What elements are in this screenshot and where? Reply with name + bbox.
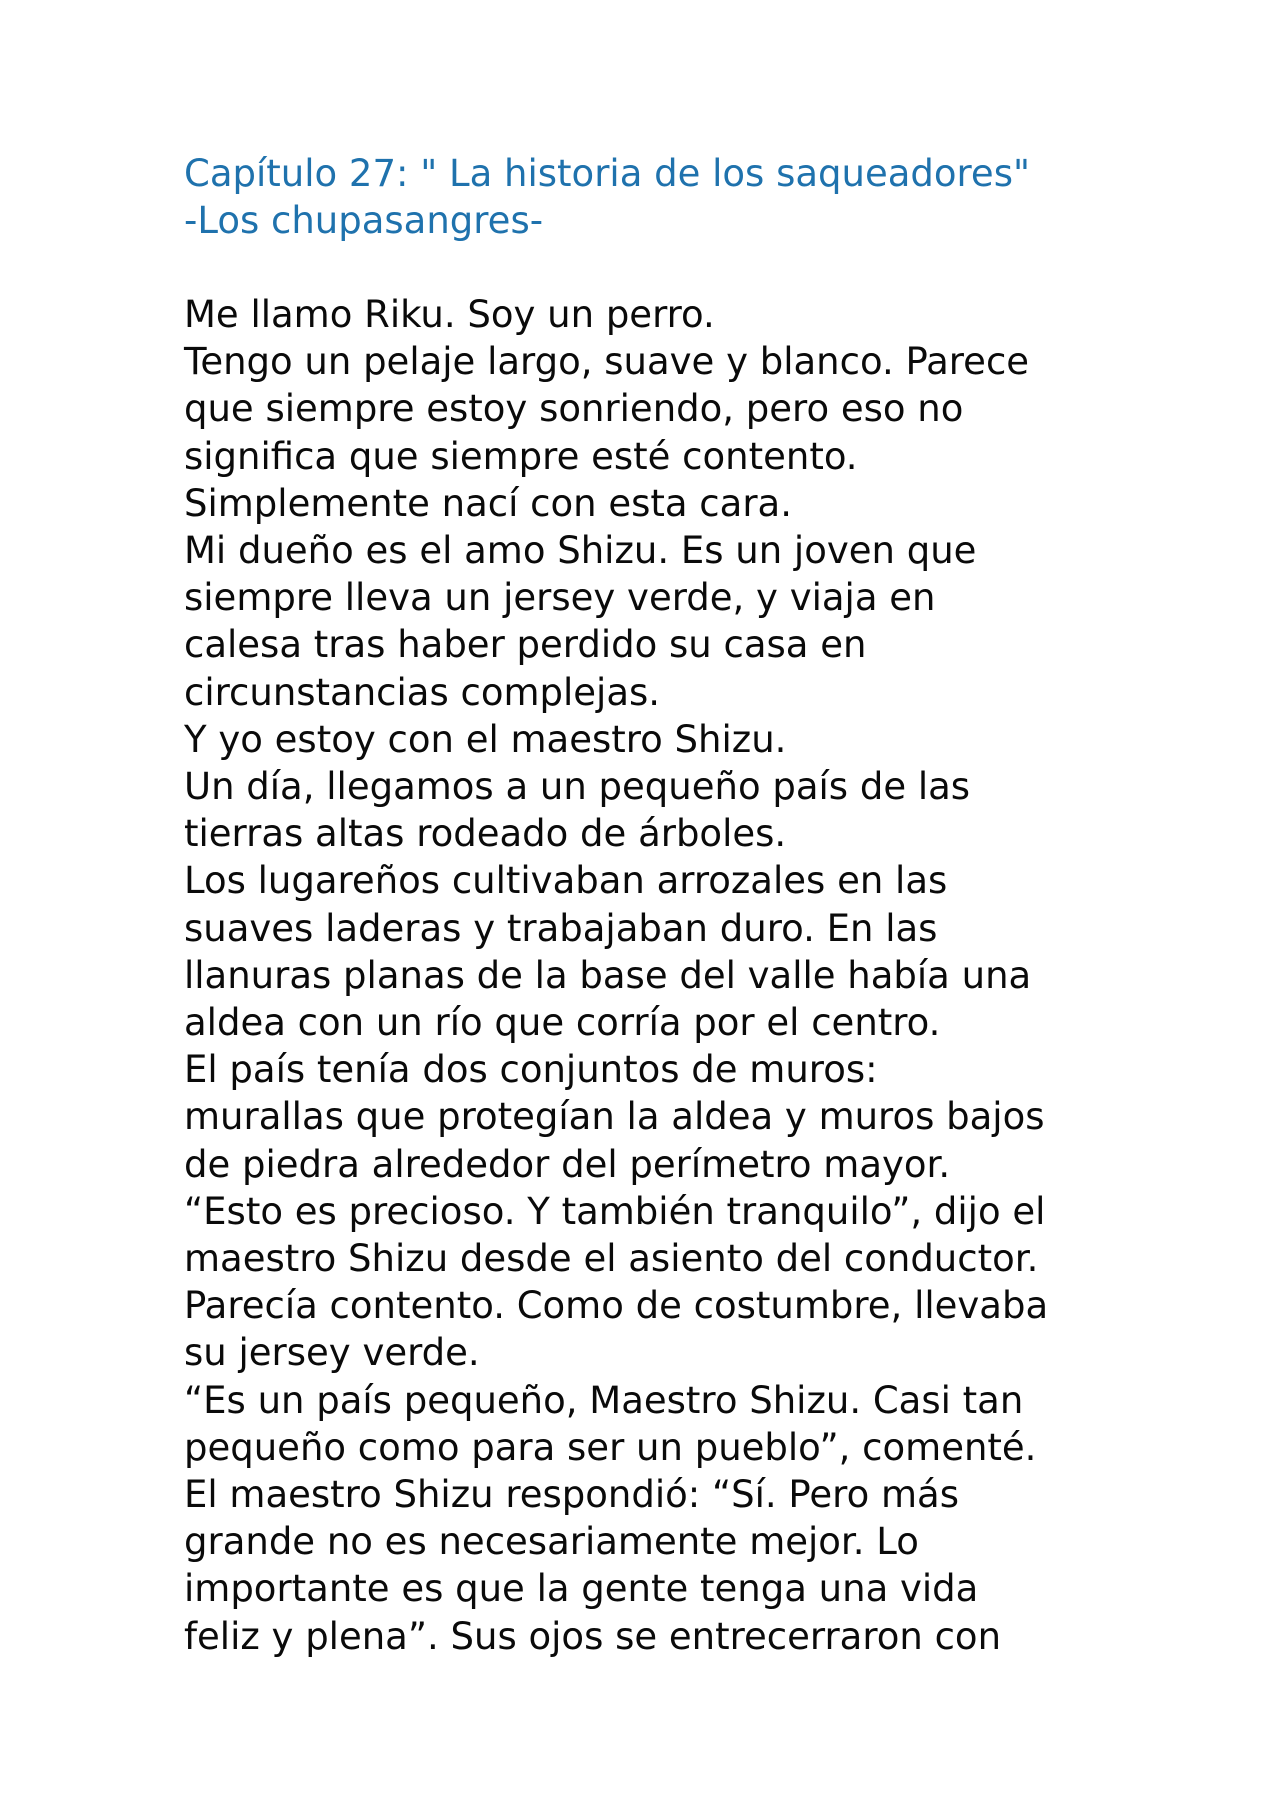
body-line: su jersey verde. xyxy=(184,1331,480,1375)
body-line: “Esto es precioso. Y también tranquilo”, dijo el xyxy=(184,1189,1046,1233)
body-line: Los lugareños cultivaban arrozales en las xyxy=(184,859,948,903)
body-line: de piedra alrededor del perímetro mayor. xyxy=(184,1142,951,1186)
body-line: Me llamo Riku. Soy un perro. xyxy=(184,293,715,336)
body-line: feliz y plena”. Sus ojos se entrecerraron con xyxy=(184,1614,1002,1658)
body-line: Tengo un pelaje largo, suave y blanco. Parece xyxy=(184,340,1030,384)
body-line: Mi dueño es el amo Shizu. Es un joven que xyxy=(184,529,977,573)
chapter-subtitle-line: -Los chupasangres- xyxy=(184,199,544,242)
body-line: llanuras planas de la base del valle había una xyxy=(184,953,1032,997)
body-line: El país tenía dos conjuntos de muros: xyxy=(184,1048,878,1092)
body-line: grande no es necesariamente mejor. Lo xyxy=(184,1520,919,1564)
body-line: “Es un país pequeño, Maestro Shizu. Casi tan xyxy=(184,1378,1024,1422)
body-line: calesa tras haber perdido su casa en xyxy=(184,623,867,667)
document-content xyxy=(184,150,1114,1660)
body-line: que siempre estoy sonriendo, pero eso no xyxy=(184,387,964,431)
chapter-title-line: Capítulo 27: " La historia de los saqueadores" xyxy=(184,152,1030,195)
body-line: Parecía contento. Como de costumbre, llevaba xyxy=(184,1284,1049,1328)
body-line: maestro Shizu desde el asiento del conductor. xyxy=(184,1237,1039,1281)
body-text xyxy=(184,291,1114,1660)
body-line: aldea con un río que corría por el centro. xyxy=(184,1001,941,1045)
body-line: Un día, llegamos a un pequeño país de las xyxy=(184,765,971,809)
body-line: importante es que la gente tenga una vida xyxy=(184,1567,979,1611)
body-line: siempre lleva un jersey verde, y viaja en xyxy=(184,576,936,620)
body-line: tierras altas rodeado de árboles. xyxy=(184,812,787,856)
body-line: El maestro Shizu respondió: “Sí. Pero más xyxy=(184,1473,959,1517)
title-spacer xyxy=(184,244,1114,291)
body-line: pequeño como para ser un pueblo”, comenté. xyxy=(184,1425,1037,1469)
body-line: circunstancias complejas. xyxy=(184,670,661,714)
body-line: Simplemente nací con esta cara. xyxy=(184,481,792,525)
body-line: significa que siempre esté contento. xyxy=(184,434,858,478)
body-line: murallas que protegían la aldea y muros bajos xyxy=(184,1095,1045,1139)
body-line: suaves laderas y trabajaban duro. En las xyxy=(184,906,938,950)
body-line: Y yo estoy con el maestro Shizu. xyxy=(184,717,787,761)
chapter-title xyxy=(184,150,1114,244)
